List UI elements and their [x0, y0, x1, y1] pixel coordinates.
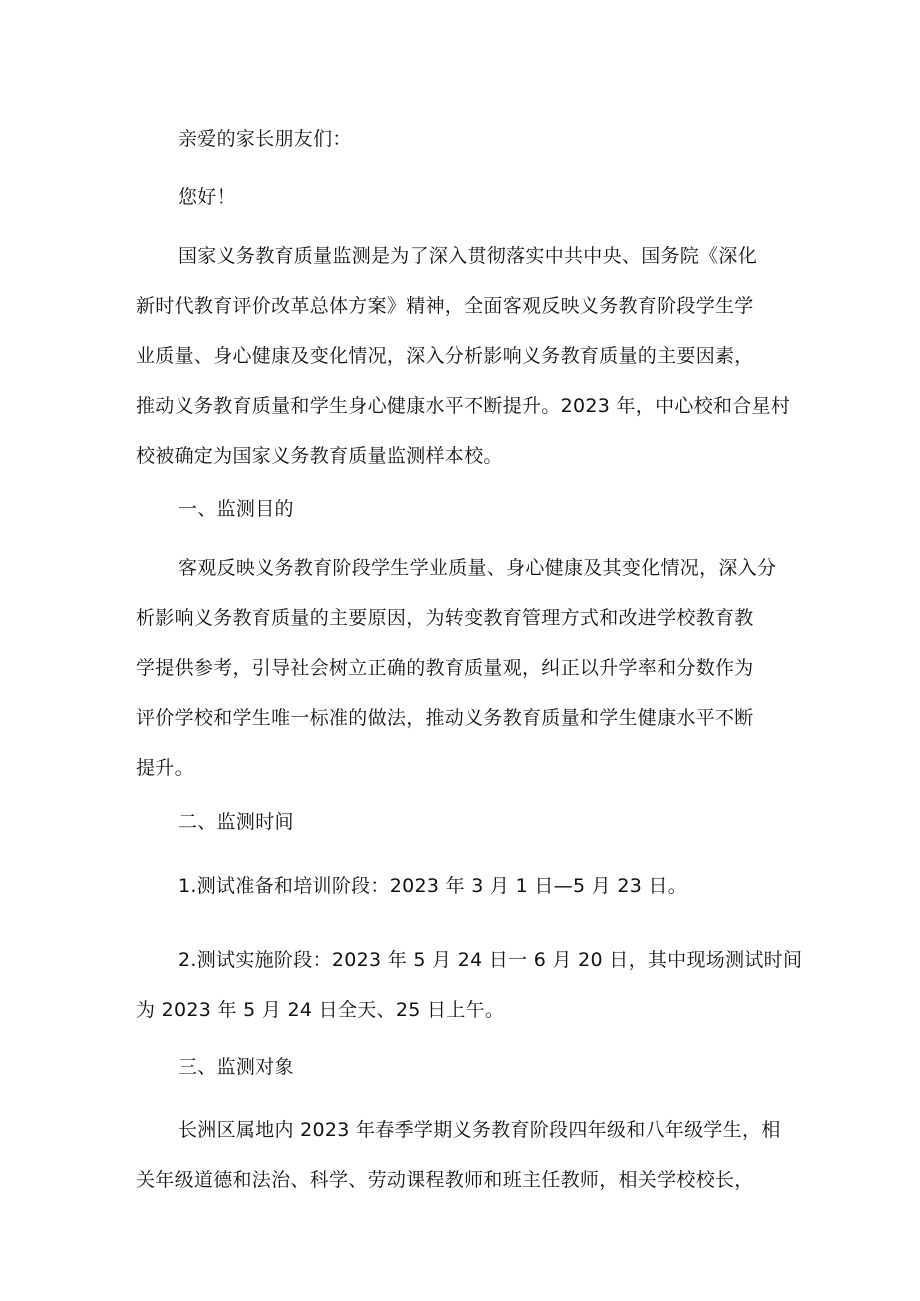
section1-line-3: 学提供参考，引导社会树立正确的教育质量观，纠正以升学率和分数作为 [136, 657, 754, 679]
intro-line-2: 新时代教育评价改革总体方案》精神，全面客观反映义务教育阶段学生学 [136, 295, 754, 317]
intro-line-3: 业质量、身心健康及变化情况，深入分析影响义务教育质量的主要因素， [136, 345, 754, 367]
intro-line-4: 推动义务教育质量和学生身心健康水平不断提升。2023 年，中心校和合星村 [136, 395, 791, 417]
section2-item-2-line-1: 2.测试实施阶段：2023 年 5 月 24 日一 6 月 20 日，其中现场测试时间 [178, 949, 803, 971]
greeting: 亲爱的家长朋友们： [178, 128, 352, 150]
section3-heading: 三、监测对象 [178, 1056, 294, 1078]
intro-line-1: 国家义务教育质量监测是为了深入贯彻落实中共中央、国务院《深化 [178, 245, 758, 267]
section3-line-2: 关年级道德和法治、科学、劳动课程教师和班主任教师，相关学校校长， [136, 1169, 754, 1191]
section1-line-4: 评价学校和学生唯一标准的做法，推动义务教育质量和学生健康水平不断 [136, 707, 754, 729]
section2-heading: 二、监测时间 [178, 811, 294, 833]
section1-heading: 一、监测目的 [178, 498, 294, 520]
section1-line-5: 提升。 [136, 757, 194, 779]
intro-line-5: 校被确定为国家义务教育质量监测样本校。 [136, 445, 503, 467]
section3-line-1: 长洲区属地内 2023 年春季学期义务教育阶段四年级和八年级学生，相 [178, 1119, 781, 1141]
salutation: 您好！ [178, 186, 236, 208]
section2-item-2-line-2: 为 2023 年 5 月 24 日全天、25 日上午。 [136, 999, 505, 1021]
section1-line-2: 析影响义务教育质量的主要原因，为转变教育管理方式和改进学校教育教 [136, 607, 754, 629]
section2-item-1: 1.测试准备和培训阶段：2023 年 3 月 1 日—5 月 23 日。 [178, 875, 688, 897]
section1-line-1: 客观反映义务教育阶段学生学业质量、身心健康及其变化情况，深入分 [178, 557, 777, 579]
